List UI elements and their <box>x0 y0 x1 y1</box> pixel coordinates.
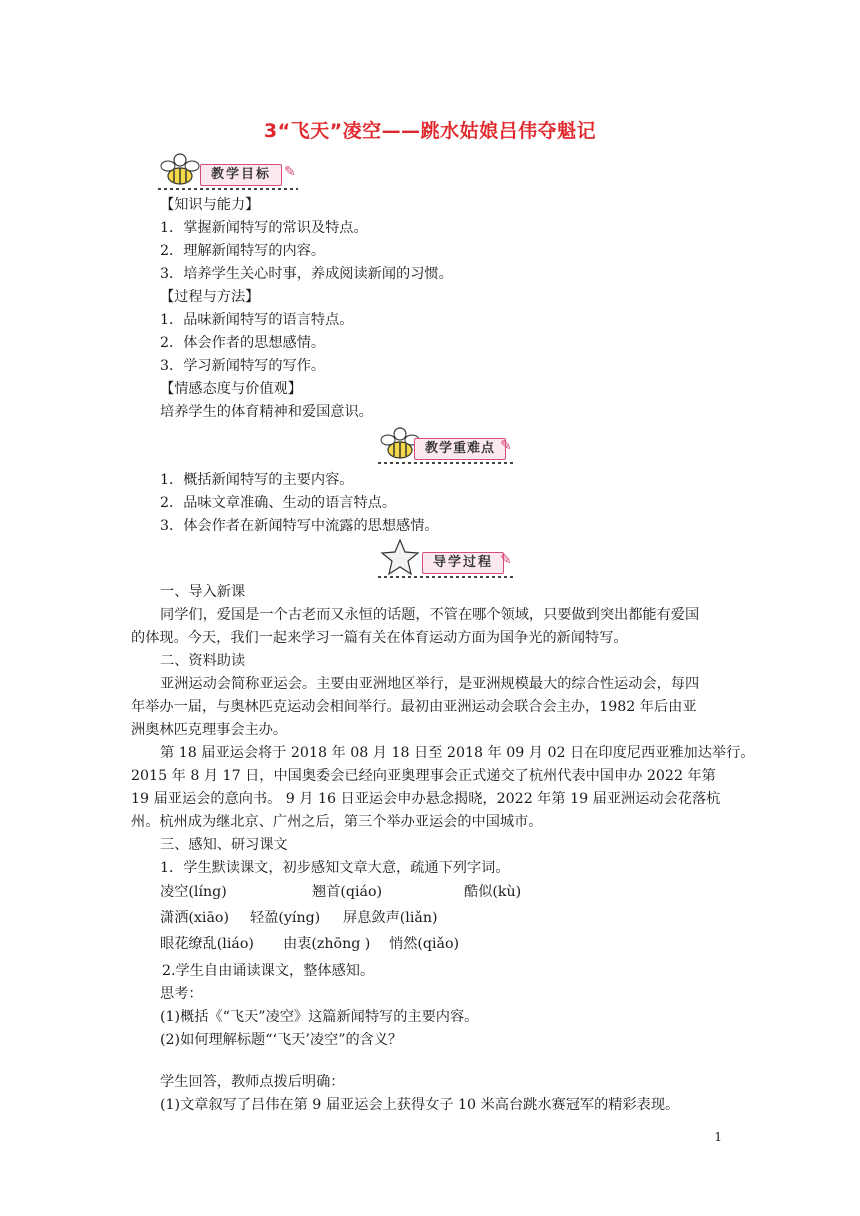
process-method-heading: 【过程与方法】 <box>160 289 260 305</box>
paragraph-line: 亚洲运动会简称亚运会。主要由亚洲地区举行，是亚洲规模最大的综合性运动会，每四 <box>160 676 700 692</box>
pencil-icon: ✎ <box>500 438 512 454</box>
paragraph-line: 第 18 届亚运会将于 2018 年 08 月 18 日至 2018 年 09 月 02 日在印度尼西亚雅加达举行。 <box>160 745 755 761</box>
paragraph-line: 的体现。今天，我们一起来学习一篇有关在体育运动方面为国争光的新闻特写。 <box>131 630 628 646</box>
paragraph-line: 州。杭州成为继北京、广州之后，第三个举办亚运会的中国城市。 <box>131 814 543 830</box>
bee-icon <box>158 150 202 190</box>
answer-label: 学生回答，教师点拨后明确： <box>160 1074 345 1090</box>
section-item: 1．学生默读课文，初步感知文章大意，疏通下列字词。 <box>160 860 510 876</box>
vocab-word: 酷似(kù) <box>464 884 522 900</box>
process-method-item: 3．学习新闻特写的写作。 <box>160 358 326 374</box>
section-heading: 三、感知、研习课文 <box>160 837 288 853</box>
star-icon <box>378 538 422 578</box>
page-number: 1 <box>714 1130 722 1144</box>
knowledge-item: 3．培养学生关心时事，养成阅读新闻的习惯。 <box>160 266 453 282</box>
section-heading: 二、资料助读 <box>160 653 246 669</box>
knowledge-item: 2．理解新闻特写的内容。 <box>160 243 326 259</box>
vocab-word: 凌空(líng) <box>160 884 227 900</box>
divider <box>158 188 298 190</box>
process-method-item: 1．品味新闻特写的语言特点。 <box>160 312 354 328</box>
emotion-text: 培养学生的体育精神和爱国意识。 <box>160 404 373 420</box>
vocab-word: 眼花缭乱(liáo) <box>160 936 254 952</box>
paragraph-line: 洲奥林匹克理事会主办。 <box>131 722 288 738</box>
vocab-word: 翘首(qiáo) <box>312 884 383 900</box>
section-item: 2.学生自由诵读课文，整体感知。 <box>162 963 375 979</box>
section-heading: 一、导入新课 <box>160 584 246 600</box>
divider <box>378 576 514 578</box>
key-points-banner-label: 教学重难点 <box>414 438 506 460</box>
vocab-word: 潇洒(xiāo) <box>160 910 229 926</box>
pencil-icon: ✎ <box>284 164 296 180</box>
key-point-item: 1．概括新闻特写的主要内容。 <box>160 472 354 488</box>
answer: (1)文章叙写了吕伟在第 9 届亚运会上获得女子 10 米高台跳水赛冠军的精彩表现。 <box>160 1097 680 1113</box>
question: (1)概括《“飞天”凌空》这篇新闻特写的主要内容。 <box>160 1009 479 1025</box>
question: (2)如何理解标题“‘飞天’凌空”的含义？ <box>160 1032 403 1048</box>
knowledge-item: 1．掌握新闻特写的常识及特点。 <box>160 220 368 236</box>
paragraph-line: 同学们，爱国是一个古老而又永恒的话题，不管在哪个领域，只要做到突出都能有爱国 <box>160 607 700 623</box>
vocab-word: 轻盈(yíng) <box>250 910 321 926</box>
process-banner-label: 导学过程 <box>422 552 504 574</box>
key-points-banner <box>378 424 514 464</box>
pencil-icon: ✎ <box>500 552 512 568</box>
vocab-word: 悄然(qiǎo) <box>389 936 460 952</box>
key-point-item: 3．体会作者在新闻特写中流露的思想感情。 <box>160 518 439 534</box>
think-label: 思考： <box>160 986 203 1002</box>
vocab-word: 由衷(zhōng ) <box>283 936 371 952</box>
knowledge-heading: 【知识与能力】 <box>160 197 260 213</box>
paragraph-line: 19 届亚运会的意向书。 9 月 16 日亚运会申办悬念揭晓，2022 年第 19 届亚洲运动会花落杭 <box>131 791 721 807</box>
objectives-banner-label: 教学目标 <box>200 164 282 186</box>
key-point-item: 2．品味文章准确、生动的语言特点。 <box>160 495 397 511</box>
divider <box>378 462 514 464</box>
vocab-word: 屏息敛声(liǎn) <box>343 910 438 926</box>
objectives-banner <box>158 150 298 190</box>
paragraph-line: 2015 年 8 月 17 日，中国奥委会已经向亚奥理事会正式递交了杭州代表中国申办 2022 年第 <box>131 768 716 784</box>
page-title: 3“飞天”凌空——跳水姑娘吕伟夺魁记 <box>263 120 597 142</box>
emotion-heading: 【情感态度与价值观】 <box>160 381 302 397</box>
process-method-item: 2．体会作者的思想感情。 <box>160 335 326 351</box>
process-banner <box>378 538 514 578</box>
paragraph-line: 年举办一届，与奥林匹克运动会相间举行。最初由亚洲运动会联合会主办，1982 年后由亚 <box>131 699 697 715</box>
